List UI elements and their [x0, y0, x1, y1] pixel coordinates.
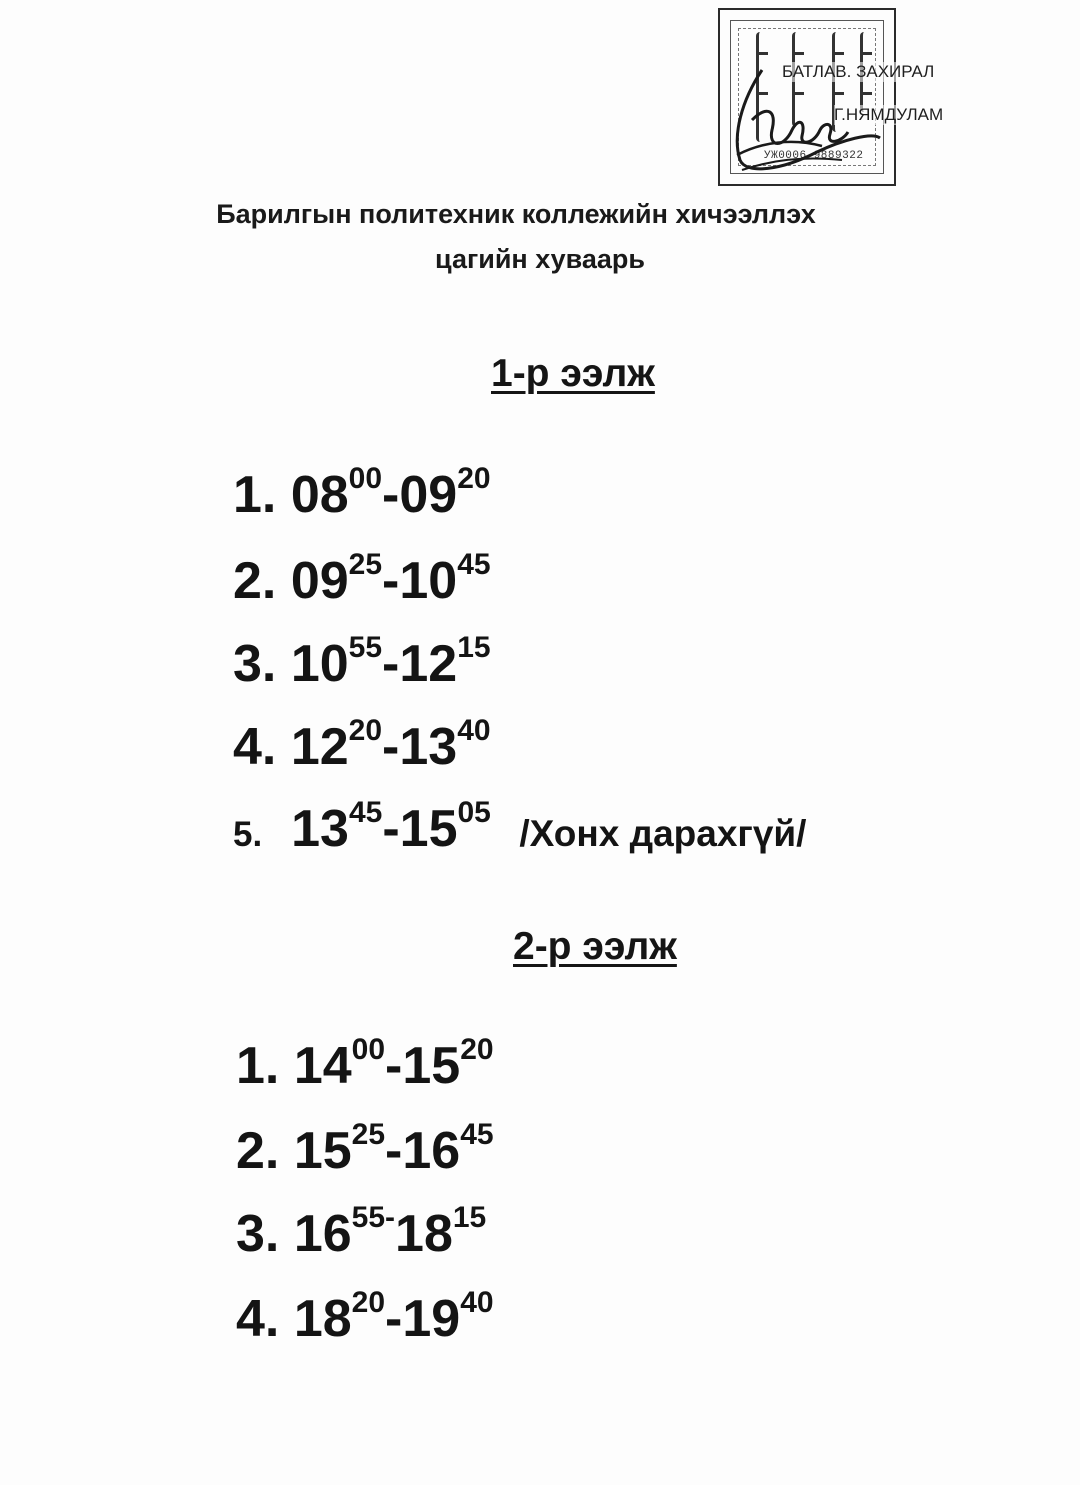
start-hour: 18: [293, 1290, 352, 1348]
end-minute: 40: [460, 1285, 494, 1319]
start-hour: 08: [290, 466, 349, 524]
period-number: 1.: [236, 1037, 280, 1095]
start-minute: 25: [348, 547, 383, 581]
end-minute: 45: [457, 547, 491, 581]
end-minute: 15: [457, 630, 491, 664]
schedule-row: 2. $15^{25}-16^{45}$: [236, 1117, 494, 1180]
schedule-row: 3. $10^{55}-12^{15}$: [233, 630, 491, 693]
schedule-row: 2. $09^{25}-10^{45}$: [233, 547, 491, 610]
end-hour: 10: [399, 552, 458, 610]
schedule-row: 4. $12^{20}-13^{40}$: [233, 713, 491, 776]
end-hour: 18: [395, 1205, 453, 1263]
start-minute: 55: [348, 630, 383, 664]
start-minute: 45: [348, 795, 383, 829]
start-hour: 10: [290, 635, 349, 693]
end-hour: 15: [402, 1037, 461, 1095]
start-minute: 25: [351, 1117, 386, 1151]
end-hour: 09: [399, 466, 458, 524]
end-minute: 05: [457, 795, 491, 829]
stamp-number: УЖ0006 9889322: [764, 150, 864, 162]
start-minute: 55-: [351, 1200, 396, 1234]
end-hour: 12: [399, 635, 458, 693]
end-hour: 16: [402, 1122, 461, 1180]
approval-title: БАТЛАВ. ЗАХИРАЛ: [782, 62, 935, 81]
page-subtitle: цагийн хуваарь: [435, 244, 645, 274]
period-number: 3.: [236, 1205, 280, 1263]
start-minute: 20: [351, 1285, 386, 1319]
period-number: 2.: [233, 552, 277, 610]
start-hour: 12: [290, 718, 349, 776]
end-hour: 13: [399, 718, 458, 776]
end-minute: 20: [460, 1032, 494, 1066]
schedule-row: 1. $14^{00}-15^{20}$: [236, 1032, 494, 1095]
start-hour: 16: [293, 1205, 352, 1263]
period-number: 1.: [233, 466, 277, 524]
schedule-row: 4. $18^{20}-19^{40}$: [236, 1285, 494, 1348]
period-number: 4.: [233, 718, 277, 776]
no-bell-note: /Хонх дарахгүй/: [519, 813, 807, 854]
page-title: Барилгын политехник коллежийн хичээллэх: [216, 199, 816, 229]
period-number: 5.: [233, 815, 263, 854]
start-minute: 00: [348, 461, 383, 495]
start-minute: 00: [351, 1032, 386, 1066]
end-minute: 45: [460, 1117, 494, 1151]
schedule-row: [236, 1200, 487, 1263]
shift2-heading: 2-р ээлж: [513, 925, 677, 968]
start-hour: 09: [290, 552, 349, 610]
start-hour: 15: [293, 1122, 352, 1180]
start-hour: 13: [291, 800, 349, 858]
start-minute: 20: [348, 713, 383, 747]
shift1-heading: 1-р ээлж: [491, 352, 655, 395]
start-hour: 14: [293, 1037, 352, 1095]
end-hour: 15: [399, 800, 458, 858]
period-number: 4.: [236, 1290, 280, 1348]
period-number: 3.: [233, 635, 277, 693]
schedule-row: 5. $13^{45}-15^{05}$ /Хонх дарахгүй/: [233, 795, 807, 858]
end-minute: 15: [452, 1200, 487, 1234]
end-minute: 20: [457, 461, 491, 495]
period-number: 2.: [236, 1122, 280, 1180]
end-minute: 40: [457, 713, 491, 747]
schedule-row: 1. $08^{00}-09^{20}$: [233, 461, 491, 524]
end-hour: 19: [402, 1290, 461, 1348]
approver-name: Г.НЯМДУЛАМ: [834, 105, 944, 124]
